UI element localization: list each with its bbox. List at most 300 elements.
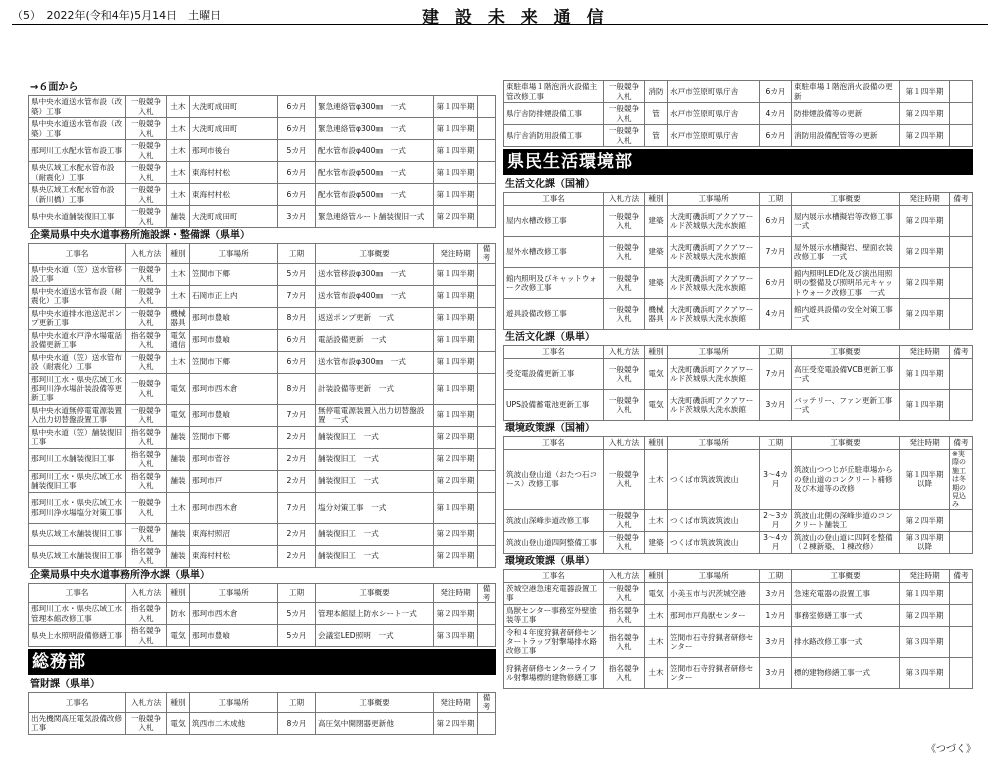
cell-name: 茨城空港急速充電器設置工事	[504, 582, 604, 604]
cell-period: 4カ月	[760, 299, 792, 330]
cell-summary: 高圧受変電設備VCB更新工事 一式	[792, 359, 900, 390]
cell-type: 建築	[645, 268, 668, 299]
cell-place: 笠間市下郷	[190, 426, 278, 448]
cell-period: 2カ月	[278, 426, 316, 448]
table-section3	[28, 692, 496, 735]
cell-summary: 緊急連絡管φ300㎜ 一式	[316, 96, 434, 118]
cell-place: 大洗町成田町	[190, 206, 278, 228]
section-title: 管財課（県単）	[30, 679, 100, 691]
cell-timing: 第１四半期	[434, 329, 478, 351]
cell-place: 東海村照沼	[190, 523, 278, 545]
cell-type: 土木	[167, 351, 190, 373]
table-continued	[28, 95, 496, 228]
cell-name: 出先機関高圧電気設備改修工事	[29, 712, 126, 734]
cell-method: 一般競争入札	[604, 81, 645, 103]
table-row	[504, 450, 973, 510]
continued-marker: 《つづく》	[926, 744, 976, 755]
cell-timing: 第２四半期	[900, 268, 950, 299]
cell-period: 6カ月	[278, 162, 316, 184]
cell-note	[950, 582, 973, 604]
cell-summary: 館内遊具設備の安全対策工事一式	[792, 299, 900, 330]
cell-period: 6カ月	[278, 351, 316, 373]
table-row	[504, 299, 973, 330]
table-row	[29, 373, 496, 404]
cell-type: 管	[645, 125, 668, 147]
cell-summary: 高圧気中開閉器更新他	[316, 712, 434, 734]
cell-place: つくば市筑波筑波山	[668, 509, 760, 531]
cell-method: 一般競争入札	[126, 404, 167, 426]
table-row	[29, 329, 496, 351]
cell-timing: 第１四半期	[434, 263, 478, 285]
page-header	[12, 2, 988, 28]
cell-method: 一般競争入札	[126, 206, 167, 228]
section-title: 企業局県中央水道事務所浄水課（県単）	[30, 569, 210, 581]
cell-summary: 配水管布設φ500㎜ 一式	[316, 184, 434, 206]
cell-note	[950, 81, 973, 103]
cell-method: 指名競争入札	[126, 426, 167, 448]
cell-timing: 第１四半期	[434, 96, 478, 118]
table-row	[29, 523, 496, 545]
table-header-row: 工事名 入札方法 種別 工事場所 工期 工事概要 発注時期 備考	[504, 437, 973, 450]
cell-type: 建築	[645, 531, 668, 553]
cell-method: 一般競争入札	[126, 118, 167, 140]
cell-place: 那珂市豊喰	[190, 307, 278, 329]
cell-method: 指名競争入札	[604, 626, 645, 657]
cell-timing: 第２四半期	[900, 509, 950, 531]
cell-timing: 第３四半期	[900, 657, 950, 688]
cell-method: 一般競争入札	[126, 96, 167, 118]
cell-name: 県央広域工水配水管布設（耐震化）工事	[29, 162, 126, 184]
section-title: 環境政策課（国補）	[505, 423, 595, 434]
cell-period: 2～3カ月	[760, 509, 792, 531]
cell-type: 舗装	[167, 206, 190, 228]
cell-place: 那珂市戸鳥獣センター	[668, 604, 760, 626]
cell-method: 一般競争入札	[126, 523, 167, 545]
cell-period: 7カ月	[760, 237, 792, 268]
table-row	[504, 531, 973, 553]
cell-period: 6カ月	[760, 206, 792, 237]
cell-method: 一般競争入札	[604, 268, 645, 299]
cell-type: 土木	[167, 140, 190, 162]
cell-summary: 会議室LED照明 一式	[316, 625, 434, 647]
cell-note	[950, 531, 973, 553]
cell-place: 大洗町磯浜町アクアワールド茨城県大洗水族館	[668, 359, 760, 390]
cell-method: 指名競争入札	[126, 448, 167, 470]
cell-type: 土木	[167, 162, 190, 184]
cell-method: 指名競争入札	[126, 545, 167, 567]
cell-period: 6カ月	[760, 125, 792, 147]
cell-name: 那珂川工水配水管布設工事	[29, 140, 126, 162]
cell-note: ※実際の施工は冬期の見込み	[950, 450, 973, 510]
cell-name: 県庁舎防排煙設備工事	[504, 103, 604, 125]
cell-place: 那珂市西木倉	[190, 603, 278, 625]
cell-name: 那珂川工水・県央広域工水舗装復旧工事	[29, 470, 126, 492]
cell-note	[950, 390, 973, 421]
cell-note	[478, 603, 496, 625]
cell-period: 5カ月	[278, 625, 316, 647]
cell-name: 県中央水道（笠）送水管移設工事	[29, 263, 126, 285]
cell-type: 土木	[645, 450, 668, 510]
cell-timing: 第２四半期	[900, 604, 950, 626]
cell-place: 那珂市後台	[190, 140, 278, 162]
cell-summary: 屋内展示水槽擬岩等改修工事一式	[792, 206, 900, 237]
cell-note	[478, 206, 496, 228]
cell-type: 電気	[645, 582, 668, 604]
cell-type: 土木	[167, 118, 190, 140]
cell-type: 土木	[645, 657, 668, 688]
cell-note	[950, 237, 973, 268]
cell-summary: 配水管布設φ500㎜ 一式	[316, 162, 434, 184]
table-row	[29, 184, 496, 206]
cell-period: 7カ月	[278, 492, 316, 523]
cell-period: 2カ月	[278, 470, 316, 492]
cell-type: 管	[645, 103, 668, 125]
cell-type: 舗装	[167, 545, 190, 567]
table-row	[29, 404, 496, 426]
cell-note	[478, 140, 496, 162]
cell-summary: 配水管布設φ400㎜ 一式	[316, 140, 434, 162]
table-row	[29, 545, 496, 567]
cell-note	[478, 404, 496, 426]
cell-method: 一般競争入札	[126, 373, 167, 404]
cell-summary: 急速充電器の設置工事	[792, 582, 900, 604]
cell-type: 土木	[167, 492, 190, 523]
cell-place: 笠間市石寺狩猟者研修センター	[668, 657, 760, 688]
department-title: 県民生活環境部	[503, 149, 973, 175]
table-row	[29, 96, 496, 118]
cell-period: 7カ月	[760, 359, 792, 390]
table-row	[504, 390, 973, 421]
cell-place: 那珂市豊喰	[190, 404, 278, 426]
section-title: 企業局県中央水道事務所施設課・整備課（県単）	[30, 230, 250, 241]
page-info: （5） 2022年(令和4年)5月14日 土曜日	[12, 9, 222, 22]
cell-period: 6カ月	[278, 329, 316, 351]
cell-note	[478, 712, 496, 734]
cell-note	[478, 263, 496, 285]
cell-timing: 第２四半期	[434, 545, 478, 567]
cell-timing: 第２四半期	[434, 712, 478, 734]
cell-period: 2カ月	[278, 545, 316, 567]
cell-type: 土木	[167, 263, 190, 285]
cell-period: 5カ月	[278, 603, 316, 625]
cell-method: 指名競争入札	[126, 329, 167, 351]
cell-summary: 標的建物修繕工事一式	[792, 657, 900, 688]
left-column	[28, 80, 496, 735]
cell-name: 筑波山深峰歩道改修工事	[504, 509, 604, 531]
cell-note	[950, 125, 973, 147]
cell-summary: 舗装復旧工 一式	[316, 426, 434, 448]
cell-period: 8カ月	[278, 307, 316, 329]
cell-timing: 第２四半期	[434, 523, 478, 545]
cell-name: 令和４年度狩猟者研修センタートラップ射撃場排水路改修工事	[504, 626, 604, 657]
cell-name: 屋内水槽改修工事	[504, 206, 604, 237]
cell-name: 県中央水道水戸浄水場電話設備更新工事	[29, 329, 126, 351]
newspaper-title: 建 設 未 来 通 信	[422, 8, 609, 28]
cell-type: 電気通信	[167, 329, 190, 351]
table-row	[504, 206, 973, 237]
cell-note	[478, 426, 496, 448]
cell-note	[950, 103, 973, 125]
cell-method: 一般競争入札	[126, 351, 167, 373]
table-row	[29, 426, 496, 448]
cell-name: 那珂川工水舗装復旧工事	[29, 448, 126, 470]
cell-period: 2カ月	[278, 523, 316, 545]
cell-timing: 第２四半期	[900, 103, 950, 125]
cell-type: 舗装	[167, 470, 190, 492]
cell-name: 県央広域工水配水管布設（新川橋）工事	[29, 184, 126, 206]
table-sectionD	[503, 569, 973, 689]
cell-period: 3カ月	[760, 657, 792, 688]
table-section1	[28, 243, 496, 568]
cell-timing: 第１四半期	[434, 285, 478, 307]
cell-name: 狩猟者研修センターライフル射撃場標的建物修繕工事	[504, 657, 604, 688]
cell-note	[950, 657, 973, 688]
table-sectionC	[503, 436, 973, 554]
cell-name: 筑波山登山道四阿整備工事	[504, 531, 604, 553]
cell-method: 一般競争入札	[604, 359, 645, 390]
cell-period: 6カ月	[278, 184, 316, 206]
cell-type: 電気	[167, 373, 190, 404]
cell-type: 土木	[167, 184, 190, 206]
cell-place: 小美玉市与沢茨城空港	[668, 582, 760, 604]
cell-place: 大洗町成田町	[190, 96, 278, 118]
cell-name: 県中央水道無停電電源装置入出力切替盤設置工事	[29, 404, 126, 426]
cell-name: 筑波山登山道（おたつ石コース）改修工事	[504, 450, 604, 510]
table-header-row: 工事名 入札方法 種別 工事場所 工期 工事概要 発注時期 備考	[504, 193, 973, 206]
cell-summary: 計装設備等更新 一式	[316, 373, 434, 404]
cell-summary: 防排煙設備等の更新	[792, 103, 900, 125]
cell-place: 笠間市下郷	[190, 263, 278, 285]
cell-note	[950, 604, 973, 626]
cell-place: 筑西市二木成他	[190, 712, 278, 734]
cell-period: 5カ月	[278, 263, 316, 285]
cell-type: 建築	[645, 206, 668, 237]
cell-summary: 塩分対策工事 一式	[316, 492, 434, 523]
cell-period: 6カ月	[760, 81, 792, 103]
cell-timing: 第１四半期	[434, 307, 478, 329]
cell-method: 指名競争入札	[604, 604, 645, 626]
cell-note	[950, 509, 973, 531]
cell-note	[950, 626, 973, 657]
cell-type: 消防	[645, 81, 668, 103]
cell-place: 東海村村松	[190, 184, 278, 206]
table-row	[29, 263, 496, 285]
cell-name: 県中央水道送水管布設（改築）工事	[29, 118, 126, 140]
table-row	[504, 657, 973, 688]
cell-note	[478, 625, 496, 647]
table-sectionA	[503, 192, 973, 330]
table-row	[504, 237, 973, 268]
cell-method: 一般競争入札	[604, 582, 645, 604]
cell-note	[478, 162, 496, 184]
cell-place: 笠間市石寺狩猟者研修センター	[668, 626, 760, 657]
continued-label: →６面から	[30, 82, 79, 93]
cell-method: 一般競争入札	[604, 206, 645, 237]
cell-place: 那珂市豊喰	[190, 625, 278, 647]
cell-method: 一般競争入札	[126, 162, 167, 184]
cell-period: 6カ月	[760, 268, 792, 299]
cell-period: 3カ月	[760, 582, 792, 604]
cell-type: 機械器具	[645, 299, 668, 330]
table-right-top	[503, 80, 973, 147]
cell-note	[950, 359, 973, 390]
cell-timing: 第１四半期	[434, 373, 478, 404]
cell-type: 機械器具	[167, 307, 190, 329]
table-row	[29, 492, 496, 523]
cell-period: 7カ月	[278, 404, 316, 426]
table-row	[504, 125, 973, 147]
cell-timing: 第２四半期	[434, 470, 478, 492]
cell-method: 一般競争入札	[604, 390, 645, 421]
right-column	[503, 80, 973, 689]
cell-summary: 舗装復旧工 一式	[316, 545, 434, 567]
cell-summary: 筑波山北側の深峰歩道のコンクリート舗装工	[792, 509, 900, 531]
cell-summary: 電話設備更新 一式	[316, 329, 434, 351]
cell-type: 電気	[645, 390, 668, 421]
cell-summary: 舗装復旧工 一式	[316, 523, 434, 545]
table-row	[29, 625, 496, 647]
cell-note	[950, 206, 973, 237]
cell-note	[950, 299, 973, 330]
cell-name: 那珂川工水・県央広域工水那珂川浄水場塩分対策工事	[29, 492, 126, 523]
cell-timing: 第１四半期	[434, 351, 478, 373]
cell-summary: 消防用設備配管等の更新	[792, 125, 900, 147]
table-row	[29, 206, 496, 228]
table-header-row: 工事名 入札方法 種別 工事場所 工期 工事概要 発注時期 備考	[504, 569, 973, 582]
table-row	[504, 268, 973, 299]
cell-period: 5カ月	[278, 140, 316, 162]
table-row	[29, 351, 496, 373]
table-section2	[28, 583, 496, 648]
table-header-row: 工事名 入札方法 種別 工事場所 工期 工事概要 発注時期 備考	[29, 244, 496, 264]
cell-place: 水戸市笠原町県庁舎	[668, 81, 760, 103]
cell-place: 大洗町磯浜町アクアワールド茨城県大洗水族館	[668, 206, 760, 237]
cell-period: 3カ月	[278, 206, 316, 228]
cell-summary: 舗装復旧工 一式	[316, 470, 434, 492]
cell-name: 屋外水槽改修工事	[504, 237, 604, 268]
table-row	[29, 307, 496, 329]
table-row	[504, 509, 973, 531]
cell-name: 県庁舎消防用設備工事	[504, 125, 604, 147]
section-title: 環境政策課（県単）	[505, 555, 595, 567]
section-title: 生活文化課（県単）	[505, 332, 595, 343]
table-row	[29, 285, 496, 307]
cell-summary: 返送ポンプ更新 一式	[316, 307, 434, 329]
cell-place: 大洗町成田町	[190, 118, 278, 140]
cell-type: 土木	[645, 626, 668, 657]
cell-name: 県中央水道排水池送泥ポンプ更新工事	[29, 307, 126, 329]
cell-method: 一般競争入札	[126, 307, 167, 329]
cell-timing: 第２四半期	[900, 206, 950, 237]
cell-type: 電気	[167, 712, 190, 734]
cell-timing: 第１四半期	[434, 492, 478, 523]
cell-period: 6カ月	[278, 118, 316, 140]
cell-method: 一般競争入札	[604, 125, 645, 147]
cell-note	[478, 448, 496, 470]
table-header-row: 工事名 入札方法 種別 工事場所 工期 工事概要 発注時期 備考	[29, 693, 496, 713]
cell-type: 土木	[167, 96, 190, 118]
cell-timing: 第３四半期以降	[900, 531, 950, 553]
cell-summary: 館内照明LED化及び演出用照明の整備及び照明吊元キャットウォーク改修工事 一式	[792, 268, 900, 299]
cell-place: 大洗町磯浜町アクアワールド茨城県大洗水族館	[668, 299, 760, 330]
cell-period: 3～4カ月	[760, 450, 792, 510]
cell-type: 電気	[645, 359, 668, 390]
cell-method: 一般競争入札	[126, 712, 167, 734]
table-row	[504, 359, 973, 390]
cell-name: 県中央水道送水管布設（耐震化）工事	[29, 285, 126, 307]
table-row	[504, 626, 973, 657]
cell-place: 大洗町磯浜町アクアワールド茨城県大洗水族館	[668, 390, 760, 421]
cell-method: 一般競争入札	[126, 492, 167, 523]
cell-place: 那珂市西木倉	[190, 373, 278, 404]
table-row	[504, 103, 973, 125]
cell-note	[478, 523, 496, 545]
cell-timing: 第１四半期以降	[900, 450, 950, 510]
cell-period: 8カ月	[278, 712, 316, 734]
cell-method: 一般競争入札	[126, 263, 167, 285]
cell-note	[950, 268, 973, 299]
cell-place: 那珂市菅谷	[190, 448, 278, 470]
cell-name: 鳥獣センター事務室外壁塗装等工事	[504, 604, 604, 626]
table-sectionB	[503, 345, 973, 421]
cell-period: 4カ月	[760, 103, 792, 125]
cell-place: 東海村村松	[190, 545, 278, 567]
cell-place: つくば市筑波筑波山	[668, 531, 760, 553]
cell-method: 指名競争入札	[604, 657, 645, 688]
cell-summary: 無停電電源装置入出力切替盤設置 一式	[316, 404, 434, 426]
cell-period: 7カ月	[278, 285, 316, 307]
cell-place: つくば市筑波筑波山	[668, 450, 760, 510]
cell-period: 8カ月	[278, 373, 316, 404]
section-title: 生活文化課（国補）	[505, 179, 595, 190]
cell-timing: 第３四半期	[900, 626, 950, 657]
cell-method: 一般競争入札	[604, 103, 645, 125]
cell-summary: 舗装復旧工 一式	[316, 448, 434, 470]
table-row	[504, 582, 973, 604]
cell-name: 東駐車場１階泡消火設備主管改修工事	[504, 81, 604, 103]
cell-place: 大洗町磯浜町アクアワールド茨城県大洗水族館	[668, 237, 760, 268]
cell-timing: 第３四半期	[434, 625, 478, 647]
cell-method: 指名競争入札	[126, 625, 167, 647]
cell-name: 那珂川工水・県央広域工水管理本館改修工事	[29, 603, 126, 625]
cell-note	[478, 545, 496, 567]
cell-place: 那珂市戸	[190, 470, 278, 492]
cell-timing: 第１四半期	[900, 359, 950, 390]
cell-timing: 第２四半期	[434, 426, 478, 448]
cell-timing: 第１四半期	[900, 390, 950, 421]
cell-timing: 第２四半期	[900, 125, 950, 147]
cell-name: 県中央水道（笠）送水管布設（耐震化）工事	[29, 351, 126, 373]
cell-timing: 第１四半期	[900, 81, 950, 103]
cell-summary: 排水路改修工事一式	[792, 626, 900, 657]
cell-timing: 第２四半期	[434, 448, 478, 470]
cell-note	[478, 96, 496, 118]
cell-summary: 送水管布設φ300㎜ 一式	[316, 351, 434, 373]
cell-place: 那珂市西木倉	[190, 492, 278, 523]
cell-place: 笠間市下郷	[190, 351, 278, 373]
cell-method: 一般競争入札	[126, 285, 167, 307]
cell-type: 舗装	[167, 426, 190, 448]
table-header-row: 工事名 入札方法 種別 工事場所 工期 工事概要 発注時期 備考	[29, 583, 496, 603]
cell-timing: 第１四半期	[434, 140, 478, 162]
cell-note	[478, 285, 496, 307]
cell-summary: 緊急連絡管ルート舗装復旧一式	[316, 206, 434, 228]
cell-place: 石岡市正上内	[190, 285, 278, 307]
cell-name: 県央広域工水舗装復旧工事	[29, 545, 126, 567]
department-title: 総務部	[28, 649, 496, 675]
cell-timing: 第１四半期	[434, 118, 478, 140]
cell-period: 3カ月	[760, 390, 792, 421]
